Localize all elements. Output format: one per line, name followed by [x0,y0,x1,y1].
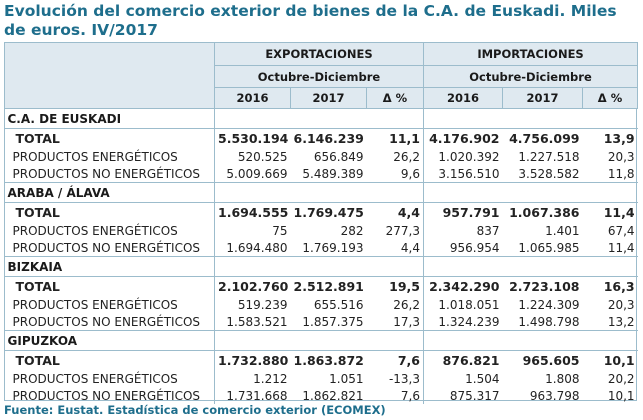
table-row [5,313,638,331]
region-header-cell [367,109,424,129]
value-cell: 5.530.194 [215,129,291,149]
value-cell: 67,4 [607,223,635,238]
region-header-cell [583,257,638,277]
value-cell: 26,2 [393,149,420,164]
value-cell: 1.020.392 [424,148,503,165]
page-title: Evolución del comercio exterior de bienes de la C.A. de Euskadi. Miles de euros. IV/2017 [4,2,617,39]
header-year-2016-exp: 2016 [215,88,291,109]
header-corner [5,43,215,109]
header-delta-exp: Δ % [367,88,424,109]
value-cell: 11,4 [603,205,635,220]
value-cell: 965.605 [522,353,580,368]
value-cell: 963.798 [529,388,580,403]
value-cell: 1.694.555 [215,203,291,223]
value-cell: 10,1 [603,353,635,368]
value-cell: 13,9 [603,131,635,146]
value-cell: 957.791 [424,203,503,223]
row-label: PRODUCTOS NO ENERGÉTICOS [12,388,201,403]
value-cell: 20,3 [607,149,635,164]
region-header-cell [583,331,638,351]
region-header-row [5,331,638,351]
region-header-cell [583,109,638,129]
value-cell: 875.317 [424,387,503,404]
value-cell: 3.156.510 [424,165,503,183]
value-cell: 9,6 [400,166,420,181]
region-name: C.A. DE EUSKADI [5,109,215,129]
header-period-imp: Octubre-Diciembre [424,66,638,88]
value-cell: 7,6 [400,388,420,403]
region-header-cell [503,331,583,351]
value-cell: 1.065.985 [518,240,580,255]
value-cell: 277,3 [385,223,420,238]
header-importaciones: IMPORTACIONES [424,43,638,66]
trade-table [4,42,638,404]
value-cell: 17,3 [393,314,420,329]
region-header-cell [424,331,503,351]
value-cell: 1.731.668 [215,387,291,404]
value-cell: 1.769.193 [302,240,364,255]
region-header-cell [367,331,424,351]
region-name: GIPUZKOA [5,331,215,351]
header-exportaciones: EXPORTACIONES [215,43,424,66]
region-header-cell [503,257,583,277]
value-cell: 4,4 [397,205,420,220]
value-cell: 4.176.902 [424,129,503,149]
row-label: PRODUCTOS NO ENERGÉTICOS [12,240,201,255]
table-row [5,296,638,313]
row-label: TOTAL [15,205,60,220]
value-cell: 1.498.798 [518,314,580,329]
table-row [5,387,638,404]
value-cell: 5.489.389 [302,166,364,181]
value-cell: 2.723.108 [509,279,580,294]
table-row [5,148,638,165]
value-cell: 11,1 [389,131,420,146]
row-label: PRODUCTOS ENERGÉTICOS [12,297,178,312]
value-cell: 26,2 [393,297,420,312]
region-name: ARABA / ÁLAVA [5,183,215,203]
row-label: PRODUCTOS ENERGÉTICOS [12,149,178,164]
row-label: TOTAL [15,353,60,368]
region-header-cell [503,109,583,129]
value-cell: 1.863.872 [293,353,364,368]
value-cell: 11,8 [607,166,635,181]
value-cell: 520.525 [215,148,291,165]
table-row [5,222,638,239]
region-header-cell [291,257,367,277]
value-cell: 1.401 [545,223,580,238]
region-header-row [5,109,638,129]
table-row [5,165,638,183]
table-row [5,277,638,297]
region-header-cell [291,183,367,203]
row-label: PRODUCTOS NO ENERGÉTICOS [12,314,201,329]
region-header-cell [215,331,291,351]
region-header-cell [215,109,291,129]
value-cell: 1.504 [424,370,503,387]
value-cell: 656.849 [313,149,364,164]
value-cell: 1.212 [215,370,291,387]
value-cell: 1.018.051 [424,296,503,313]
row-label: PRODUCTOS ENERGÉTICOS [12,371,178,386]
table-row [5,370,638,387]
region-header-cell [291,109,367,129]
value-cell: 655.516 [313,297,364,312]
value-cell: 10,1 [607,388,635,403]
value-cell: 20,3 [607,297,635,312]
value-cell: 1.732.880 [215,351,291,371]
row-label: PRODUCTOS ENERGÉTICOS [12,223,178,238]
value-cell: 2.342.290 [424,277,503,297]
value-cell: 1.067.386 [509,205,580,220]
value-cell: 1.051 [329,371,364,386]
value-cell: 1.227.518 [518,149,580,164]
value-cell: 13,2 [607,314,635,329]
header-delta-imp: Δ % [583,88,638,109]
region-header-cell [367,257,424,277]
value-cell: 4,4 [400,240,420,255]
value-cell: 1.694.480 [215,239,291,257]
value-cell: 1.769.475 [293,205,364,220]
region-header-cell [215,257,291,277]
value-cell: 519.239 [215,296,291,313]
table-row [5,129,638,149]
header-year-2017-imp: 2017 [503,88,583,109]
value-cell: 4.756.099 [509,131,580,146]
value-cell: 1.857.375 [302,314,364,329]
row-label: PRODUCTOS NO ENERGÉTICOS [12,166,201,181]
region-header-row [5,257,638,277]
region-header-cell [367,183,424,203]
value-cell: 1.583.521 [215,313,291,331]
region-header-cell [424,257,503,277]
value-cell: -13,3 [388,371,420,386]
value-cell: 1.324.239 [424,313,503,331]
table-row [5,239,638,257]
value-cell: 19,5 [389,279,420,294]
header-year-2017-exp: 2017 [291,88,367,109]
table-row [5,203,638,223]
region-header-cell [215,183,291,203]
value-cell: 956.954 [424,239,503,257]
value-cell: 837 [424,222,503,239]
region-name: BIZKAIA [5,257,215,277]
value-cell: 2.512.891 [293,279,364,294]
value-cell: 11,4 [607,240,635,255]
value-cell: 2.102.760 [215,277,291,297]
region-header-cell [424,109,503,129]
value-cell: 876.821 [424,351,503,371]
region-header-cell [424,183,503,203]
value-cell: 20,2 [607,371,635,386]
value-cell: 16,3 [603,279,635,294]
value-cell: 75 [215,222,291,239]
value-cell: 7,6 [397,353,420,368]
row-label: TOTAL [15,279,60,294]
header-year-2016-imp: 2016 [424,88,503,109]
value-cell: 1.862.821 [302,388,364,403]
value-cell: 1.224.309 [518,297,580,312]
value-cell: 5.009.669 [215,165,291,183]
region-header-row [5,183,638,203]
region-header-cell [291,331,367,351]
table-row [5,351,638,371]
source-note: Fuente: Eustat. Estadística de comercio exterior (ECOMEX) [4,403,386,417]
row-label: TOTAL [15,131,60,146]
value-cell: 6.146.239 [293,131,364,146]
value-cell: 3.528.582 [518,166,580,181]
region-header-cell [503,183,583,203]
region-header-cell [583,183,638,203]
header-period-exp: Octubre-Diciembre [215,66,424,88]
value-cell: 282 [340,223,364,238]
value-cell: 1.808 [545,371,580,386]
